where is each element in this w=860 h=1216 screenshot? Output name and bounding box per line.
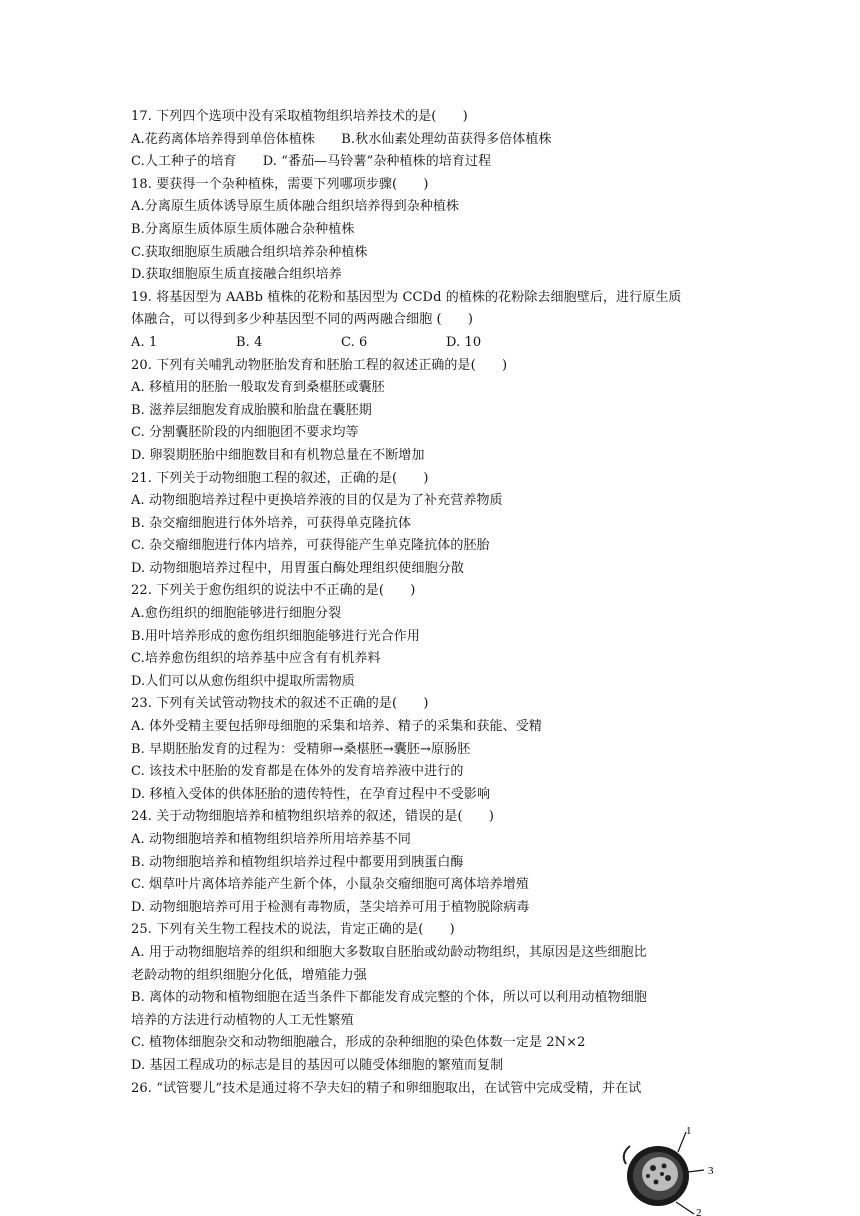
text-line: B. 离体的动物和植物细胞在适当条件下都能发育成完整的个体，所以可以利用动植物细胞 — [131, 990, 647, 1006]
text-line: A. 动物细胞培养和植物组织培养所用培养基不同 — [131, 832, 411, 847]
cell-diagram-figure — [618, 1124, 718, 1216]
text-line: D. 动物细胞培养过程中，用胃蛋白酶处理组织使细胞分散 — [131, 560, 464, 576]
q19-options — [131, 332, 771, 355]
text-line: B.用叶培养形成的愈伤组织细胞能够进行光合作用 — [131, 628, 420, 644]
text-line: A.愈伤组织的细胞能够进行细胞分裂 — [131, 606, 342, 622]
text-line: 17. 下列四个选项中没有采取植物组织培养技术的是( ) — [131, 109, 468, 124]
label-line-1 — [678, 1132, 686, 1152]
text-line: 24. 关于动物细胞培养和植物组织培养的叙述，错误的是( ) — [131, 809, 495, 825]
text-line: B. 动物细胞培养和植物组织培养过程中都要用到胰蛋白酶 — [131, 854, 464, 870]
text-line: 19. 将基因型为 AABb 植株的花粉和基因型为 CCDd 的植株的花粉除去细胞壁后，进行原生质 — [131, 289, 682, 305]
figure-label-2: 2 — [696, 1207, 702, 1216]
text-line: B.分离原生质体原生质体融合杂种植株 — [131, 221, 355, 237]
text-line: B. 杂交瘤细胞进行体外培养，可获得单克隆抗体 — [131, 515, 412, 531]
text-line: A. 移植用的胚胎一般取发育到桑椹胚或囊胚 — [131, 380, 385, 396]
text-line: C. 该技术中胚胎的发育都是在体外的发育培养液中进行的 — [131, 764, 464, 780]
text-line: B. 早期胚胎发育的过程为：受精卵→桑椹胚→囊胚→原肠胚 — [131, 741, 471, 757]
text-line: D. 动物细胞培养可用于检测有毒物质，茎尖培养可用于植物脱除病毒 — [131, 899, 530, 915]
text-line: A. 体外受精主要包括卵母细胞的采集和培养、精子的采集和获能、受精 — [131, 719, 542, 735]
text-line: 22. 下列关于愈伤组织的说法中不正确的是( ) — [131, 583, 416, 599]
figure-label-3: 3 — [708, 1165, 714, 1177]
text-line: A. 用于动物细胞培养的组织和细胞大多数取自胚胎或幼龄动物组织，其原因是这些细胞比 — [131, 944, 647, 960]
text-line: C. 烟草叶片离体培养能产生新个体，小鼠杂交瘤细胞可离体培养增殖 — [131, 877, 529, 893]
figure-label-1: 1 — [686, 1125, 692, 1137]
q19-option: D. 10 — [446, 334, 482, 350]
text-line: D. 基因工程成功的标志是目的基因可以随受体细胞的繁殖而复制 — [131, 1057, 504, 1073]
text-line: B. 滋养层细胞发育成胎膜和胎盘在囊胚期 — [131, 402, 372, 418]
text-line: C. 杂交瘤细胞进行体内培养，可获得能产生单克隆抗体的胚胎 — [131, 538, 490, 554]
text-line: A.分离原生质体诱导原生质体融合组织培养得到杂种植株 — [131, 199, 460, 215]
text-line: 23. 下列有关试管动物技术的叙述不正确的是( ) — [131, 696, 429, 712]
text-line: 体融合，可以得到多少种基因型不同的两两融合细胞 ( ) — [131, 312, 474, 328]
text-line: D.获取细胞原生质直接融合组织培养 — [131, 267, 342, 283]
text-line: 20. 下列有关哺乳动物胚胎发育和胚胎工程的叙述正确的是( ) — [131, 357, 508, 373]
text-line: 18. 要获得一个杂种植株，需要下列哪项步骤( ) — [131, 176, 429, 192]
q19-option: A. 1 — [131, 334, 158, 350]
text-line: C. 植物体细胞杂交和动物细胞融合，形成的杂种细胞的染色体数一定是 2N×2 — [131, 1035, 586, 1051]
text-line: C.人工种子的培育 D. “番茄—马铃薯”杂种植株的培育过程 — [131, 154, 492, 170]
q19-option: B. 4 — [236, 334, 263, 350]
text-line: D.人们可以从愈伤组织中提取所需物质 — [131, 673, 355, 689]
text-line: 25. 下列有关生物工程技术的说法，肯定正确的是( ) — [131, 922, 455, 938]
text-line: A.花药离体培养得到单倍体植株 B.秋水仙素处理幼苗获得多倍体植株 — [131, 131, 552, 147]
question-text — [131, 106, 771, 1100]
text-line: 培养的方法进行动植物的人工无性繁殖 — [131, 1012, 354, 1028]
text-line: 老龄动物的组织细胞分化低，增殖能力强 — [131, 967, 367, 983]
text-line: D. 卵裂期胚胎中细胞数目和有机物总量在不断增加 — [131, 447, 425, 463]
text-line: C.培养愈伤组织的培养基中应含有有机养料 — [131, 651, 381, 667]
label-line-2 — [676, 1202, 694, 1214]
text-line: 26. “试管婴儿”技术是通过将不孕夫妇的精子和卵细胞取出，在试管中完成受精，并在试 — [131, 1080, 642, 1096]
text-line: C.获取细胞原生质融合组织培养杂种植株 — [131, 244, 368, 260]
label-line-3 — [688, 1170, 704, 1172]
text-line: 21. 下列关于动物细胞工程的叙述，正确的是( ) — [131, 470, 429, 486]
q19-option: C. 6 — [341, 334, 368, 350]
text-line: D. 移植入受体的供体胚胎的遗传特性，在孕育过程中不受影响 — [131, 786, 491, 802]
text-line: C. 分割囊胚阶段的内细胞团不要求均等 — [131, 425, 359, 441]
text-line: A. 动物细胞培养过程中更换培养液的目的仅是为了补充营养物质 — [131, 493, 503, 509]
